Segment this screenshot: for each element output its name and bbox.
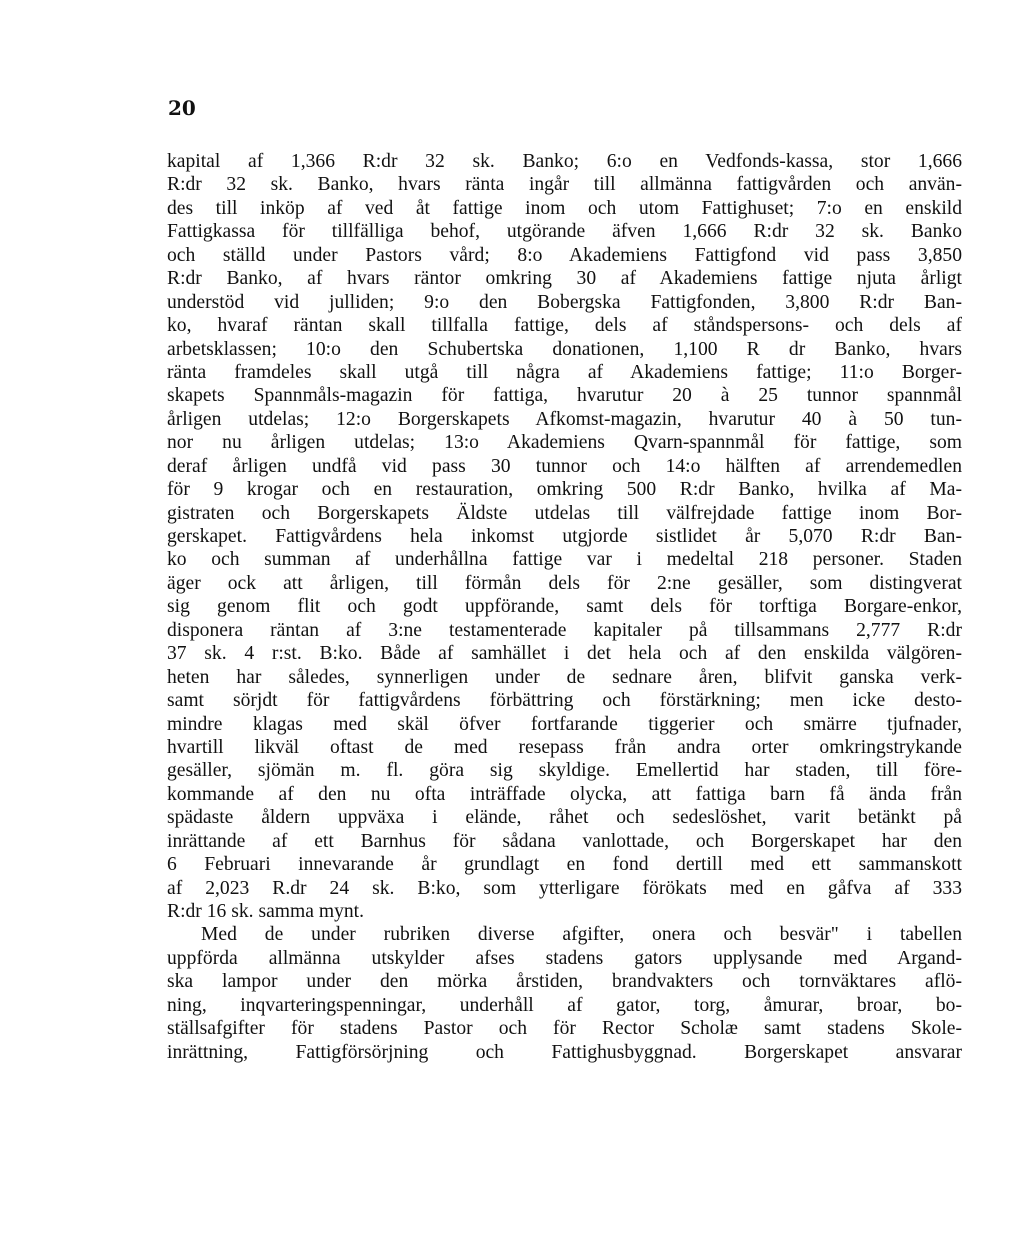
text-line: heten har således, synnerligen under de sednare åren, blifvit ganska verk- [167,666,962,688]
text-line: uppförda allmänna utskylder afses stadens gators upplysande med Argand- [167,947,962,969]
text-line: des till inköp af ved åt fattige inom och utom Fattighuset; 7:o en enskild [167,197,962,219]
text-line: understöd vid julliden; 9:o den Bobergska Fattigfonden, 3,800 R:dr Ban- [167,291,962,313]
text-line: inrättande af ett Barnhus för sådana vanlottade, och Borgerskapet har den [167,830,962,852]
text-line: Fattigkassa för tillfälliga behof, utgörande äfven 1,666 R:dr 32 sk. Banko [167,221,962,243]
text-line: ko, hvaraf räntan skall tillfalla fattige, dels af ståndspersons- och dels af [167,315,962,337]
text-line: sig genom flit och godt uppförande, samt dels för torftiga Borgare-enkor, [167,596,962,618]
text-line: årligen utdelas; 12:o Borgerskapets Afkomst-magazin, hvarutur 40 à 50 tun- [167,408,962,430]
text-line: 37 sk. 4 r:st. B:ko. Både af samhället i det hela och af den enskilda välgören- [167,643,962,665]
text-line: inrättning, Fattigförsörjning och Fattighusbyggnad. Borgerskapet ansvarar [167,1041,962,1063]
text-line: gerskapet. Fattigvårdens hela inkomst utgjorde sistlidet år 5,070 R:dr Ban- [167,526,962,547]
body-text [167,150,962,1064]
text-line: samt sörjdt för fattigvårdens förbättring och förstärkning; men icke desto- [167,690,962,712]
text-line: hvartill likväl oftast de med resepass från andra orter omkringstrykande [167,736,962,758]
text-line: kommande af den nu ofta inträffade olycka, att fattiga barn få ända från [167,783,962,805]
text-line: för 9 krogar och en restauration, omkring 500 R:dr Banko, hvilka af Ma- [167,479,962,501]
text-line: disponera räntan af 3:ne testamenterade kapitaler på tillsammans 2,777 R:dr [167,619,962,641]
text-line: gistraten och Borgerskapets Äldste utdelas till välfrejdade fattige inom Bor- [167,502,962,524]
text-line: ko och summan af underhållna fattige var i medeltal 218 personer. Staden [167,549,962,571]
text-line: R:dr 32 sk. Banko, hvars ränta ingår till allmänna fattigvården och använ- [167,174,962,196]
text-line: arbetsklassen; 10:o den Schubertska donationen, 1,100 R dr Banko, hvars [167,338,962,360]
text-line: mindre klagas med skäl öfver fortfarande tiggerier och smärre tjufnader, [167,713,962,735]
text-line: deraf årligen undfå vid pass 30 tunnor och 14:o hälften af arrendemedlen [167,455,962,477]
text-line: och ställd under Pastors vård; 8:o Akademiens Fattigfond vid pass 3,850 [167,244,962,266]
text-line: 6 Februari innevarande år grundlagt en fond dertill med ett sammanskott [167,854,962,876]
text-line: af 2,023 R.dr 24 sk. B:ko, som ytterligare förökats med en gåfva af 333 [167,877,962,899]
text-line: skapets Spannmåls-magazin för fattiga, hvarutur 20 à 25 tunnor spannmål [167,385,962,407]
page-number: 20 [168,96,196,120]
text-line: ska lampor under den mörka årstiden, brandvakters och tornväktares aflö- [167,971,962,993]
text-line: R:dr 16 sk. samma mynt. [167,901,365,922]
text-line: spädaste åldern uppväxa i elände, råhet och sedeslöshet, varit betänkt på [167,807,962,829]
text-line: ställsafgifter för stadens Pastor och för Rector Scholæ samt stadens Skole- [167,1018,962,1040]
text-line: nor nu årligen utdelas; 13:o Akademiens Qvarn-spannmål för fattige, som [167,432,962,454]
text-line: ning, inqvarteringspenningar, underhåll af gator, torg, åmurar, broar, bo- [167,994,962,1016]
text-line: ränta framdeles skall utgå till några af Akademiens fattige; 11:o Borger- [167,361,962,383]
text-line: äger ock att årligen, till förmån dels för 2:ne gesäller, som distingverat [167,572,962,594]
text-line: R:dr Banko, af hvars räntor omkring 30 af Akademiens fattige njuta årligt [167,268,962,290]
text-line: gesäller, sjömän m. fl. göra sig skyldige. Emellertid har staden, till före- [167,760,962,782]
text-line: Med de under rubriken diverse afgifter, onera och besvär" i tabellen [201,924,962,946]
text-line: kapital af 1,366 R:dr 32 sk. Banko; 6:o en Vedfonds-kassa, stor 1,666 [167,151,962,172]
